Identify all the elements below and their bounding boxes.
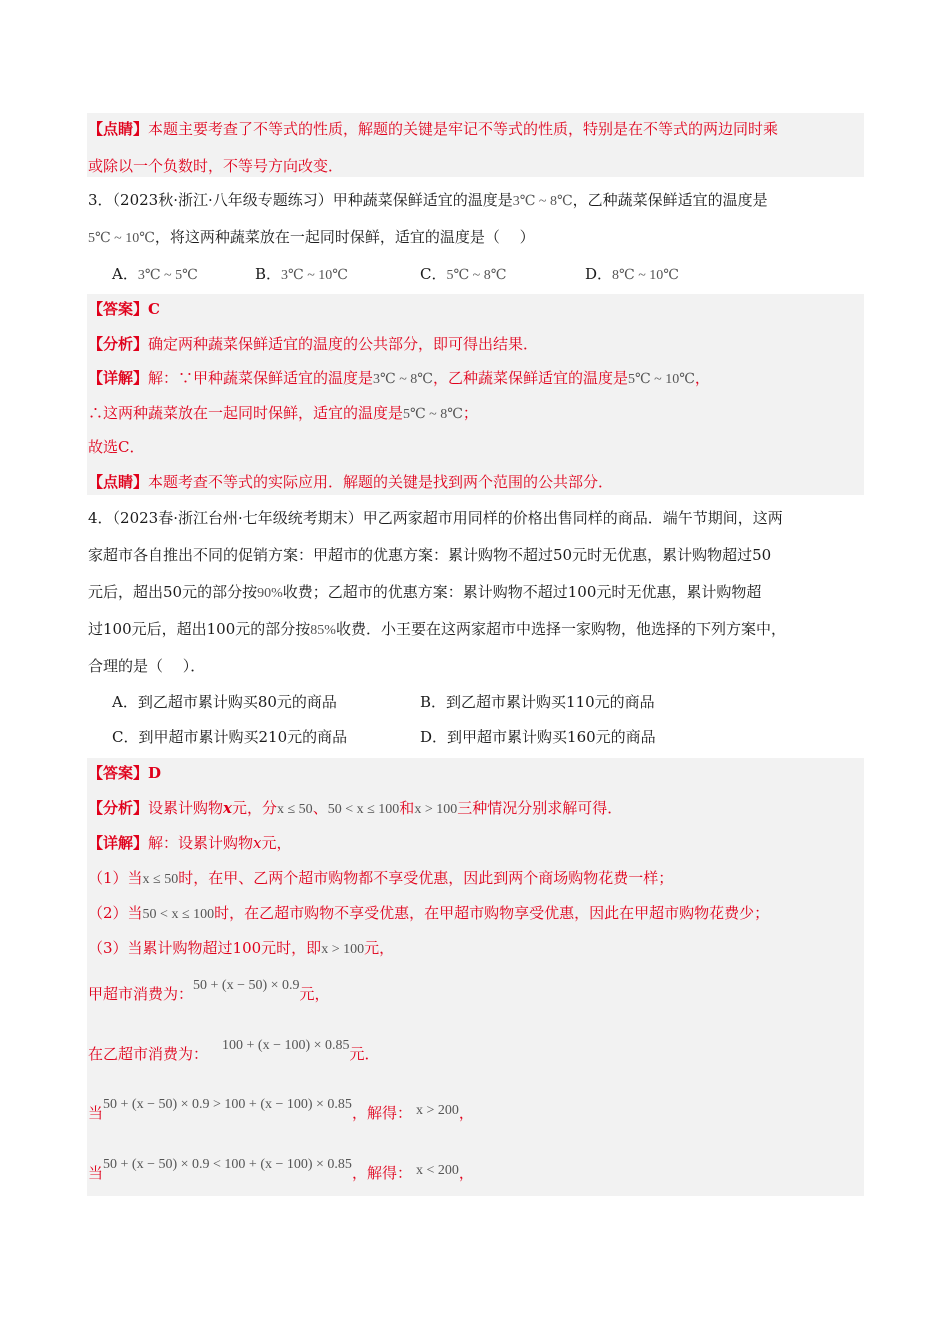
q4-option-b: B．到乙超市累计购买110元的商品 (420, 693, 655, 711)
q3-temp-range-b: 5℃ ~ 10℃ (88, 231, 155, 246)
q3-option-c: C．5℃ ~ 8℃ (420, 265, 507, 283)
q4-number: 4． (88, 509, 113, 527)
q4-option-d: D．到甲超市累计购买160元的商品 (420, 728, 656, 746)
q4-stem-line2: 家超市各自推出不同的促销方案：甲超市的优惠方案：累计购物不超过50元时无优惠，累计购物超过50 (88, 546, 772, 564)
q4-stem-line1: 4．（2023春·浙江台州·七年级统考期末）甲乙两家超市用同样的价格出售同样的商品．端午节期间，这两 (88, 509, 783, 527)
q4-case3: （3）当累计购物超过100元时，即x > 100元， (88, 939, 395, 957)
q2-dianjing-tag: 【点睛】 (88, 120, 149, 138)
q3-detail-line3: 故选C． (88, 438, 145, 456)
q4-case2: （2）当50 < x ≤ 100时，在乙超市购物不享受优惠，在甲超市购物享受优惠，因此在甲超市购物花费少； (88, 904, 770, 922)
q3-solution-box (87, 294, 864, 495)
q4-inequality-2: 当50 + (x − 50) × 0.9 < 100 + (x − 100) × 0.85，解得： x < 200， (88, 1157, 474, 1182)
q4-jia-cost: 甲超市消费为：50 + (x − 50) × 0.9元， (88, 978, 330, 1003)
q3-stem-line1: 3．（2023秋·浙江·八年级专题练习）甲种蔬菜保鲜适宜的温度是3℃ ~ 8℃，乙种蔬菜保鲜适宜的温度是 (88, 191, 768, 209)
q4-stem-line4: 过100元后，超出100元的部分按85%收费．小王要在这两家超市中选择一家购物，他选择的下列方案中， (88, 620, 786, 638)
q3-detail-line1: 【详解】解：∵甲种蔬菜保鲜适宜的温度是3℃ ~ 8℃，乙种蔬菜保鲜适宜的温度是5℃ ~ 10℃， (88, 369, 710, 387)
q4-case1: （1）当x ≤ 50时，在甲、乙两个超市购物都不享受优惠，因此到两个商场购物花费一样； (88, 869, 674, 887)
q4-yi-cost: 在乙超市消费为： 100 + (x − 100) × 0.85元． (88, 1038, 380, 1063)
q3-answer: 【答案】C (88, 300, 160, 318)
q4-analysis: 【分析】设累计购物x元，分x ≤ 50、50 < x ≤ 100和x > 100三种情况分别求解可得． (88, 799, 623, 817)
q4-stem-line3: 元后，超出50元的部分按90%收费；乙超市的优惠方案：累计购物不超过100元时无优惠，累计购物超 (88, 583, 762, 601)
q3-stem-line2: 5℃ ~ 10℃，将这两种蔬菜放在一起同时保鲜，适宜的温度是（ ） (88, 228, 535, 246)
q3-analysis: 【分析】确定两种蔬菜保鲜适宜的温度的公共部分，即可得出结果． (88, 335, 539, 353)
q3-option-d: D．8℃ ~ 10℃ (585, 265, 679, 283)
q3-number: 3． (88, 191, 113, 209)
q3-option-a: A．3℃ ~ 5℃ (112, 265, 198, 283)
q3-detail-line2: ∴这两种蔬菜放在一起同时保鲜，适宜的温度是5℃ ~ 8℃； (88, 404, 478, 422)
q3-option-b: B．3℃ ~ 10℃ (255, 265, 348, 283)
q4-detail-line1: 【详解】解：设累计购物x元， (88, 834, 292, 852)
q4-inequality-1: 当50 + (x − 50) × 0.9 > 100 + (x − 100) × 0.85，解得： x > 200， (88, 1097, 474, 1122)
q2-dianjing-line1: 【点睛】本题主要考查了不等式的性质，解题的关键是牢记不等式的性质，特别是在不等式的两边同时乘 (88, 120, 779, 138)
q4-option-c: C．到甲超市累计购买210元的商品 (112, 728, 348, 746)
q2-dianjing-line2: 或除以一个负数时，不等号方向改变． (88, 157, 344, 175)
q4-stem-line5: 合理的是（ ）． (88, 657, 206, 675)
q4-solution-box (87, 758, 864, 1196)
q4-option-a: A．到乙超市累计购买80元的商品 (112, 693, 337, 711)
q4-answer: 【答案】D (88, 764, 162, 782)
q3-dianjing: 【点睛】本题考查不等式的实际应用．解题的关键是找到两个范围的公共部分． (88, 473, 614, 491)
q3-temp-range-a: 3℃ ~ 8℃ (512, 194, 573, 209)
